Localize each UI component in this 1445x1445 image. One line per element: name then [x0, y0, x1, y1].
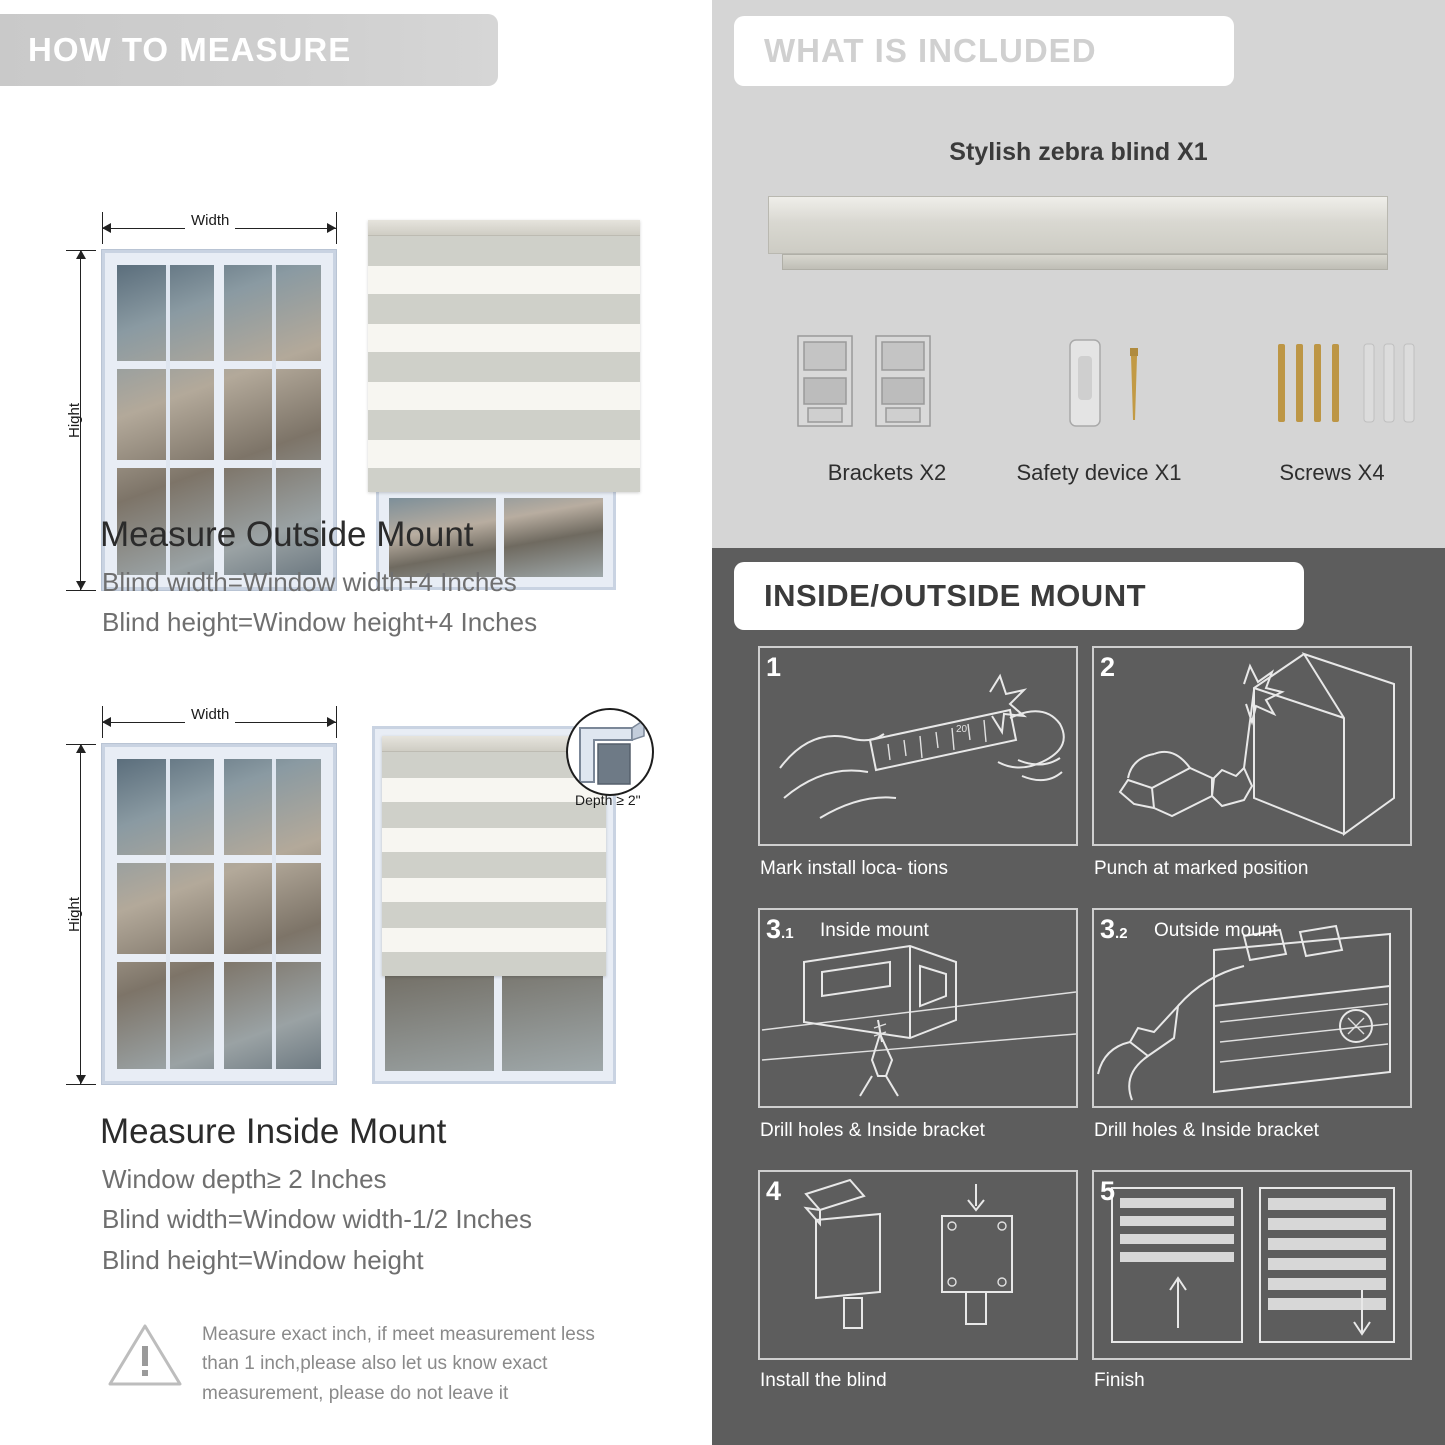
inside-window-illustration [102, 744, 336, 1084]
outside-height-label: Hight [66, 402, 84, 439]
hand-tape-measure-icon [760, 648, 1076, 844]
step-5-number: 5 [1100, 1176, 1116, 1206]
outside-mount-figure [0, 100, 712, 520]
outside-width-tick-right [336, 212, 337, 244]
zebra-blind-fabric [368, 220, 640, 492]
warning-triangle-icon [106, 1320, 184, 1390]
inside-outside-mount-title: INSIDE/OUTSIDE MOUNT [764, 578, 1147, 613]
how-to-measure-section [0, 0, 712, 1445]
inside-height-tick-top [66, 744, 96, 745]
outside-width-label: Width [185, 212, 235, 229]
what-is-included-banner [734, 16, 1234, 86]
right-column [712, 0, 1445, 1445]
zebra-band [382, 952, 606, 976]
zebra-band [368, 382, 640, 410]
step-1-number: 1 [766, 652, 782, 682]
warning-line3: measurement, please do not leave it [202, 1382, 509, 1404]
step-1 [758, 646, 1078, 906]
depth-callout-circle [566, 708, 654, 796]
headrail-top [768, 196, 1388, 254]
step-3-2-number: 3.2 [1100, 914, 1128, 944]
screws-caption: Screws X4 [1279, 460, 1385, 485]
zebra-blind-headrail-illustration [768, 196, 1388, 268]
window-rail-1 [117, 361, 321, 369]
step-2-box [1092, 646, 1412, 846]
inside-mount-line1: Window depth≥ 2 Inches [102, 1164, 387, 1194]
inside-height-arrow-down [76, 1075, 86, 1084]
step-3-2-caption: Drill holes & Inside bracket [1094, 1120, 1319, 1141]
zebra-band [368, 352, 640, 382]
step-3-1 [758, 908, 1078, 1168]
zebra-band [368, 266, 640, 294]
zebra-band [382, 778, 606, 802]
zebra-band [382, 802, 606, 828]
inside-height-label: Hight [66, 896, 84, 933]
zebra-band [382, 828, 606, 852]
step-2-caption: Punch at marked position [1094, 858, 1309, 879]
zebra-band [368, 294, 640, 324]
zebra-band [368, 410, 640, 440]
screws-icon [1272, 340, 1422, 440]
outside-height-tick-top [66, 250, 96, 251]
product-title: Stylish zebra blind X1 [949, 138, 1208, 166]
inside-width-tick-left [102, 706, 103, 738]
inside-width-arrow-right [327, 717, 336, 727]
outside-height-tick-bottom [66, 590, 96, 591]
inside-mount-line2: Blind width=Window width-1/2 Inches [102, 1204, 532, 1234]
window-mullion-center [214, 759, 224, 1069]
step-4-number: 4 [766, 1176, 782, 1206]
measure-warning [106, 1320, 666, 1408]
step-1-caption: Mark install loca- tions [760, 858, 948, 879]
step-1-box [758, 646, 1078, 846]
zebra-band [382, 902, 606, 928]
step-2-number: 2 [1100, 652, 1116, 682]
outside-width-arrow-left [102, 223, 111, 233]
zebra-band [382, 928, 606, 952]
window-glass [117, 759, 321, 1069]
what-is-included-title: WHAT IS INCLUDED [764, 32, 1097, 69]
step-3-1-caption: Drill holes & Inside bracket [760, 1120, 985, 1141]
zebra-band [368, 468, 640, 492]
outside-width-arrow-right [327, 223, 336, 233]
step-3-1-inline-label: Inside mount [820, 920, 929, 941]
outside-height-arrow-up [76, 250, 86, 259]
inside-mount-line3: Blind height=Window height [102, 1245, 424, 1275]
headrail-bottom [782, 254, 1388, 270]
finished-blinds-icon [1094, 1172, 1410, 1358]
inside-outside-mount-section [712, 548, 1445, 1445]
brackets-icon [790, 330, 950, 445]
step-4-caption: Install the blind [760, 1370, 887, 1391]
parts-row [712, 330, 1445, 460]
how-to-measure-banner [0, 14, 498, 86]
window-rail-1 [117, 855, 321, 863]
how-to-measure-title: HOW TO MEASURE [28, 31, 352, 68]
window-grid-1 [166, 759, 170, 1069]
inside-width-label: Width [185, 706, 235, 723]
zebra-band [382, 878, 606, 902]
inside-height-tick-bottom [66, 1084, 96, 1085]
zebra-band [368, 236, 640, 266]
window-grid-2 [272, 759, 276, 1069]
zebra-headrail [368, 220, 640, 236]
step-5-box [1092, 1170, 1412, 1360]
inside-mount-figure [0, 696, 712, 1116]
outside-height-arrow-down [76, 581, 86, 590]
what-is-included-section [712, 0, 1445, 548]
step-5 [1092, 1170, 1412, 1420]
step-3-2 [1092, 908, 1412, 1168]
step-3-2-inline-label: Outside mount [1154, 920, 1278, 941]
outside-mount-heading: Measure Outside Mount [100, 515, 474, 554]
inside-mount-heading: Measure Inside Mount [100, 1112, 447, 1151]
install-blind-icon [760, 1172, 1076, 1358]
zebra-band [368, 440, 640, 468]
outside-mount-line2: Blind height=Window height+4 Inches [102, 607, 538, 637]
safety-device-icon [1052, 334, 1172, 444]
inside-width-arrow-left [102, 717, 111, 727]
window-rail-2 [117, 460, 321, 468]
zebra-band [368, 324, 640, 352]
window-rail-2 [117, 954, 321, 962]
step-2 [1092, 646, 1412, 906]
inside-width-tick-right [336, 706, 337, 738]
depth-callout-label: Depth ≥ 2" [575, 792, 641, 808]
step-4 [758, 1170, 1078, 1420]
depth-detail-icon [568, 710, 654, 796]
zebra-band [382, 852, 606, 878]
step-4-box [758, 1170, 1078, 1360]
safety-device-caption: Safety device X1 [1016, 460, 1182, 485]
warning-line1: Measure exact inch, if meet measurement less [202, 1324, 595, 1345]
inside-height-arrow-up [76, 744, 86, 753]
outside-width-tick-left [102, 212, 103, 244]
step-5-caption: Finish [1094, 1370, 1145, 1391]
inside-outside-mount-banner [734, 562, 1304, 630]
svg-text:20: 20 [956, 724, 968, 735]
screw-icon [1130, 348, 1138, 420]
blind-window-mullion [496, 498, 504, 577]
step-3-1-number: 3.1 [766, 914, 794, 944]
drill-icon [1094, 648, 1410, 844]
outside-mount-line1: Blind width=Window width+4 Inches [102, 567, 517, 597]
warning-text [202, 1320, 595, 1408]
warning-line2: than 1 inch,please also let us know exact [202, 1353, 548, 1375]
brackets-caption: Brackets X2 [827, 460, 947, 485]
